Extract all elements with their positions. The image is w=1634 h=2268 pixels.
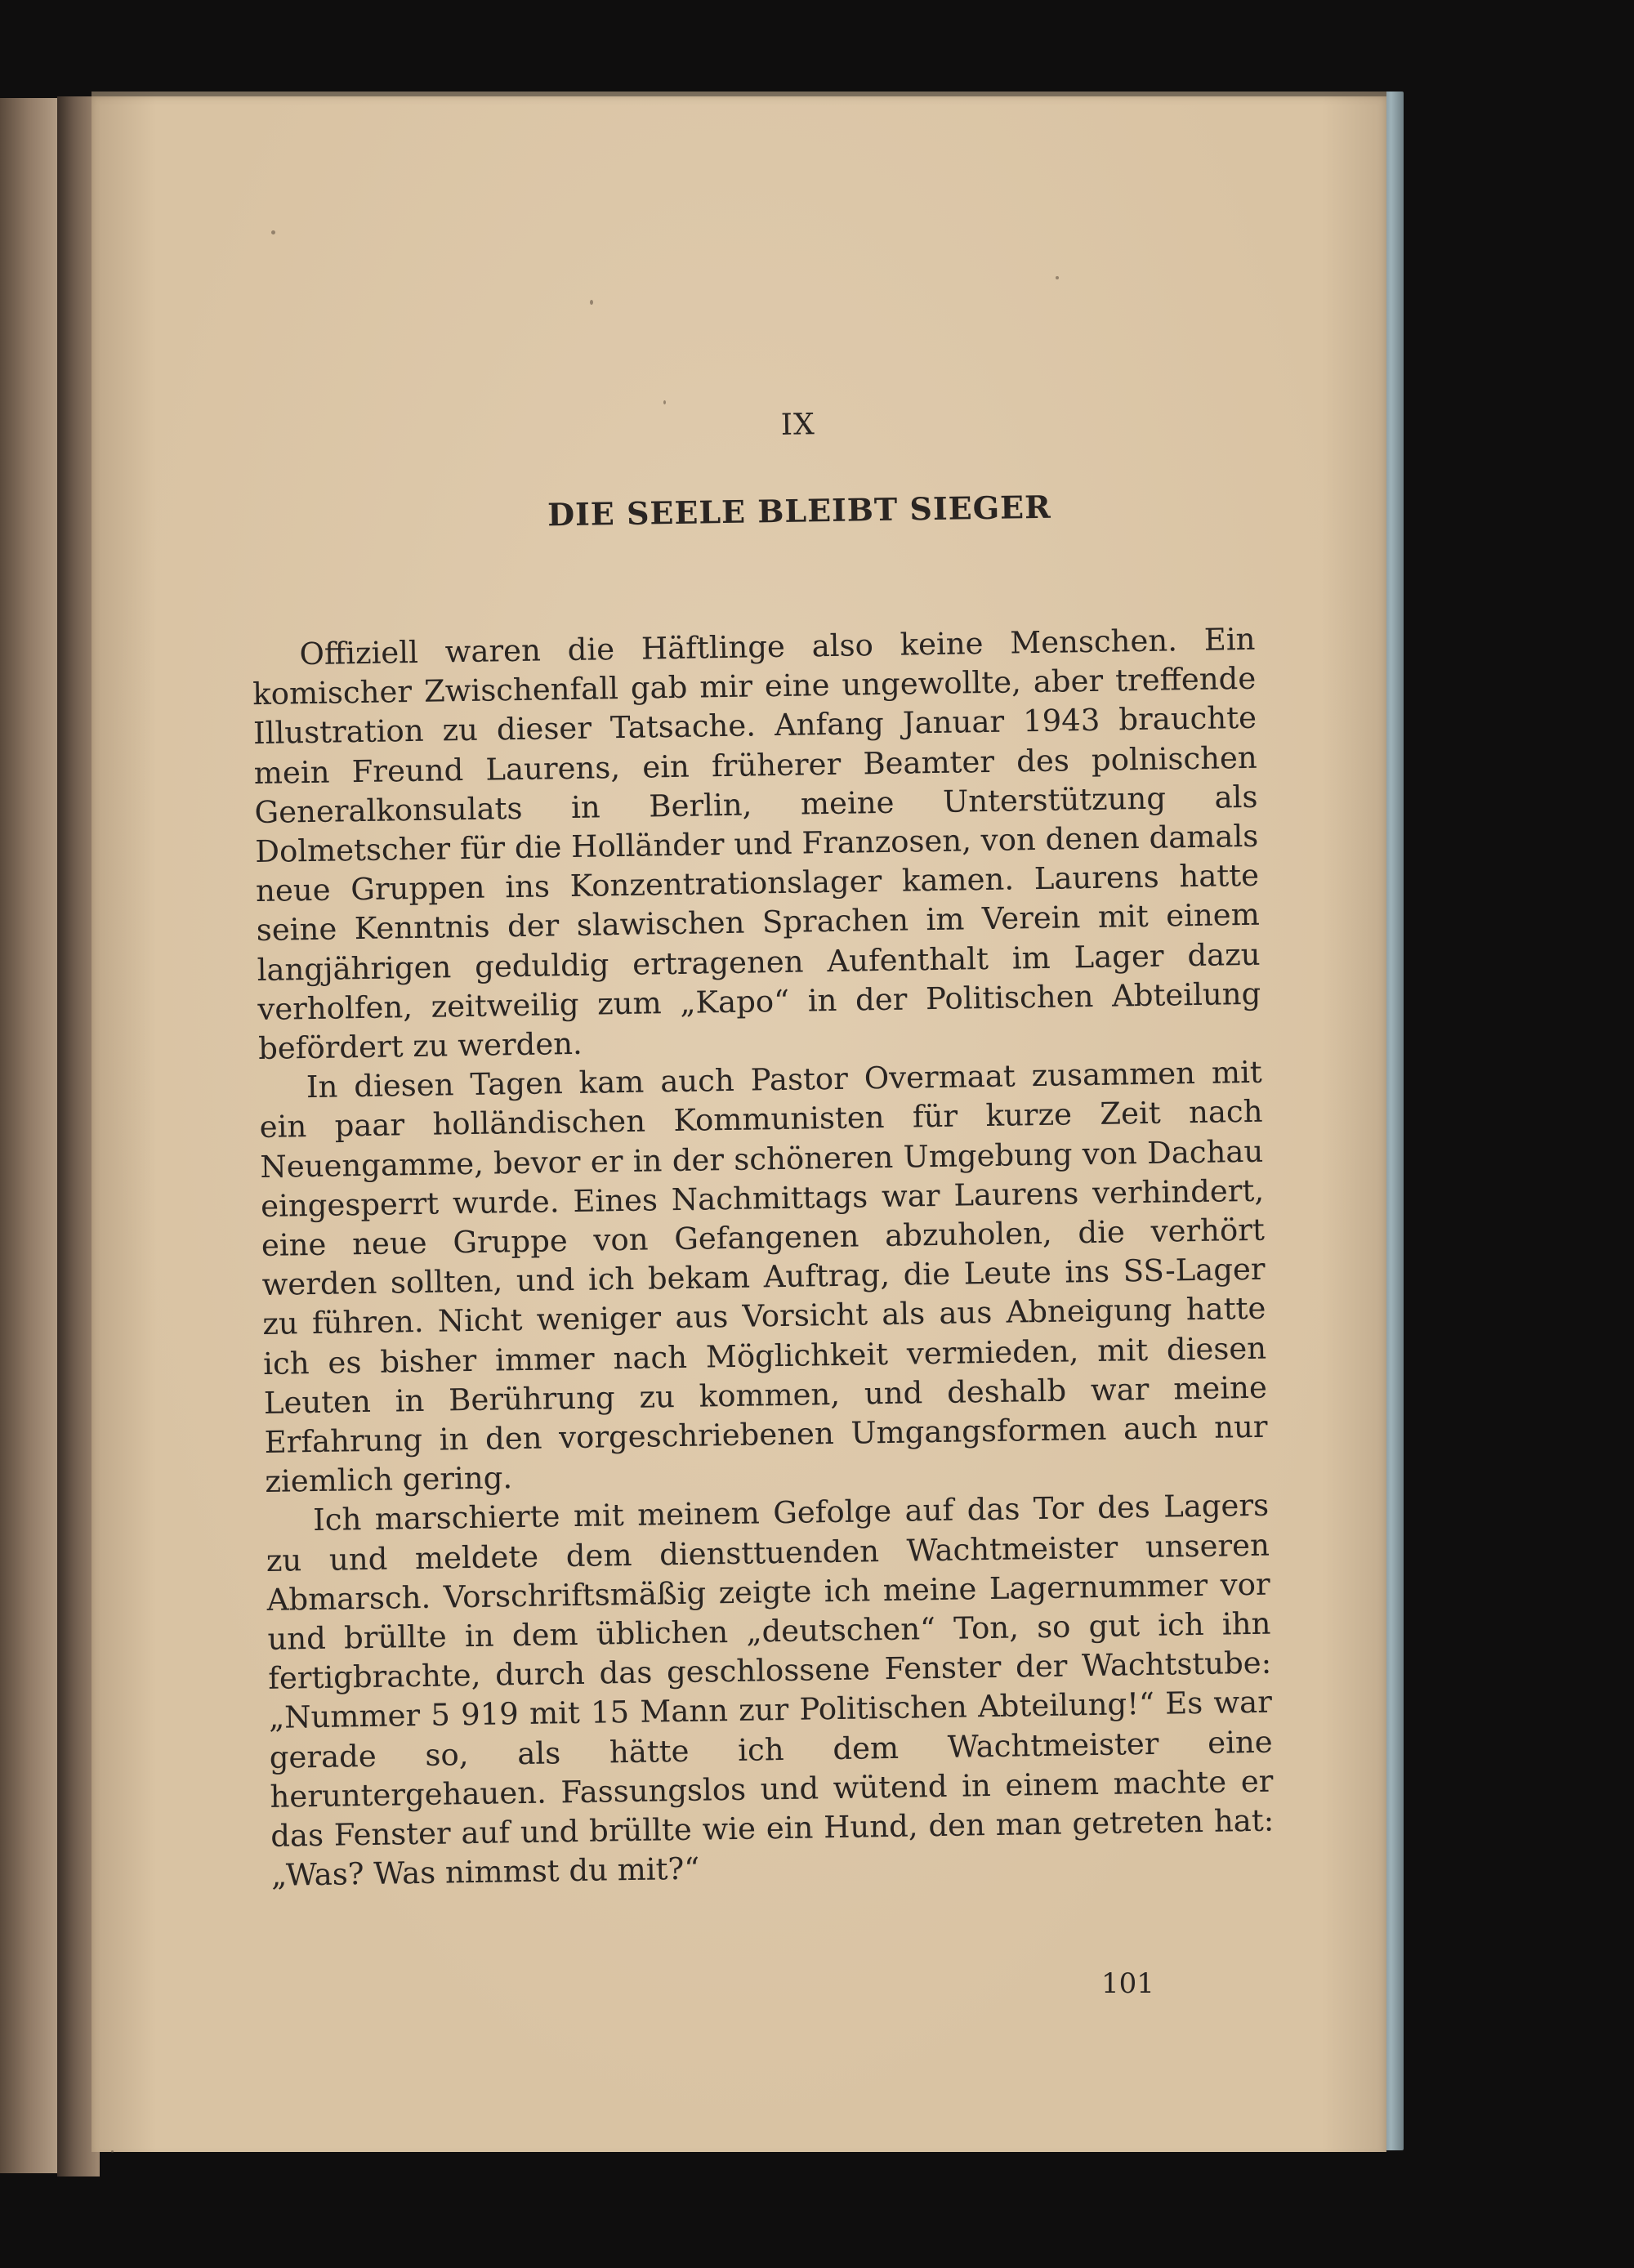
paper-speck bbox=[1056, 276, 1059, 279]
paragraph: Ich marschierte mit meinem Gefolge auf das Tor des Lagers zu und meldete dem diensttuenden Wachtmeister unseren Abmarsch. Vorschriftsmäßig zeigte ich meine Lagernummer vor und brüllte in dem üblichen „deutschen“ Ton, so gut ich ihn fertigbrachte, durch das geschlossene Fenster der Wachtstube: „Nummer 5 919 mit 15 Mann zur Politischen Abteilung!“ Es war gerade so, als hätte ich dem Wachtmeister eine heruntergehauen. Fassungslos und wütend in einem machte er das Fenster auf und brüllte wie ein Hund, den man getreten hat: „Was? Was nimmst du mit?“ bbox=[266, 1488, 1275, 1894]
chapter-number: IX bbox=[780, 408, 815, 442]
page-number: 101 bbox=[1101, 1967, 1154, 2000]
page-top-edge bbox=[92, 92, 1386, 96]
paper-speck bbox=[111, 2150, 114, 2153]
paper-speck bbox=[663, 400, 666, 404]
chapter-title: DIE SEELE BLEIBT SIEGER bbox=[547, 488, 1051, 534]
paragraph: In diesen Tagen kam auch Pastor Overmaat zusammen mit ein paar holländischen Kommunisten für kurze Zeit nach Neuengamme, bevor er in der schöneren Umgebung von Dachau eingesperrt wurde. Eines Nachmittags war Laurens verhindert, eine neue Gruppe von Gefangenen abzuholen, die verhört werden sollten, und ich bekam Auftrag, die Leute ins SS-Lager zu führen. Nicht weniger aus Vorsicht als aus Abneigung hatte ich es bisher immer nach Möglichkeit vermieden, mit diesen Leuten in Berührung zu kommen, und deshalb war meine Erfahrung in den vorgeschriebenen Umgangsformen auch nur ziemlich gering. bbox=[259, 1054, 1268, 1500]
page-text bbox=[150, 401, 1275, 1897]
book-page bbox=[92, 92, 1386, 2152]
paper-speck bbox=[271, 230, 275, 234]
body-text bbox=[252, 620, 1275, 1896]
paper-speck bbox=[590, 300, 593, 305]
paragraph: Offiziell waren die Häftlinge also keine Menschen. Ein komischer Zwischenfall gab mir eine ungewollte, aber treffende Illustration zu dieser Tatsache. Anfang Januar 1943 brauchte mein Freund Laurens, ein früherer Beamter des polnischen Generalkonsulats in Berlin, meine Unterstützung als Dolmetscher für die Holländer und Franzosen, von denen damals neue Gruppen ins Konzentrationslager kamen. Laurens hatte seine Kenntnis der slawischen Sprachen im Verein mit einem langjährigen geduldig ertragenen Aufenthalt im Lager dazu verholfen, zeitweilig zum „Kapo“ in der Politischen Abteilung befördert zu werden. bbox=[252, 621, 1261, 1067]
